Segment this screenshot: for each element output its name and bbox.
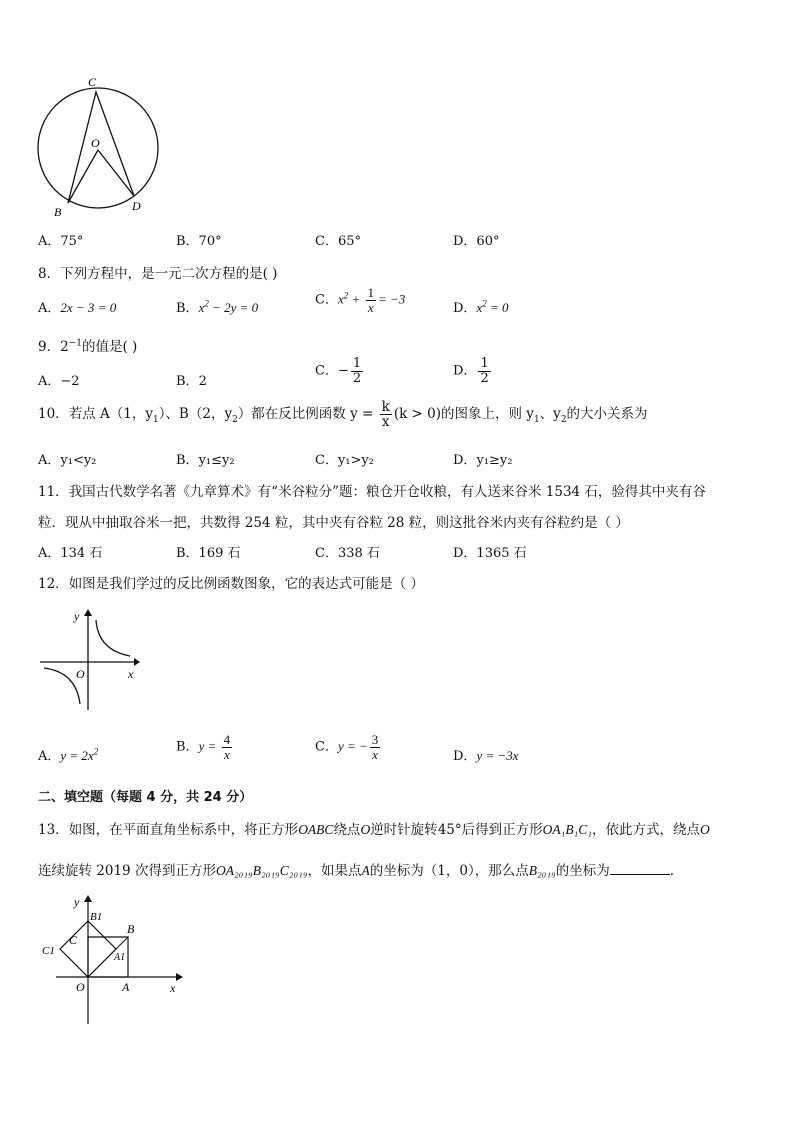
q8-stem [38, 262, 277, 282]
label-c: C [88, 75, 97, 89]
q8-option-a: A．2x − 3 = 0 [38, 300, 117, 316]
label-x: x [128, 667, 134, 681]
label-a1: A1 [114, 952, 126, 963]
label-o: O [76, 667, 85, 681]
q7-option-b: B．70° [176, 234, 222, 249]
q10-option-b: B．y₁≤y₂ [176, 453, 235, 468]
curve-quadrant-1 [96, 620, 130, 656]
q8-option-c: C．$x^2$ + $\frac{1}{x}$ = −3 [315, 285, 406, 315]
q12-c-fraction: $\frac{3}{x}$ [371, 732, 379, 762]
q9-option-c: C．− $\frac{1}{2}$ [315, 356, 362, 386]
label-c: C [69, 933, 78, 947]
label-y: y [74, 609, 80, 623]
q8-text: 下列方程中，是一元二次方程的是( ) [60, 266, 278, 282]
answer-blank [610, 863, 670, 875]
label-o: O [91, 136, 100, 150]
q10-fraction: $\frac{k}{x}$ [381, 399, 390, 431]
q7-option-a: A．75° [38, 234, 84, 249]
label-c1: C1 [42, 945, 55, 957]
q9-option-b: B．2 [176, 374, 207, 389]
q13-rotation-figure [36, 892, 196, 1032]
q8-c-fraction: $\frac{1}{x}$ [367, 285, 375, 315]
q11-option-b: B．169 石 [176, 546, 241, 561]
q7-option-c: C．65° [315, 234, 361, 249]
q7-option-d: D．60° [453, 234, 500, 249]
q12-stem: 12．如图是我们学过的反比例函数图象，它的表达式可能是（ ） [38, 576, 424, 592]
y-axis-arrow [84, 609, 92, 616]
q8-option-b: B．$x^2 - 2y = 0$ [176, 298, 259, 316]
section-heading: 二、填空题（每题 4 分，共 24 分） [38, 790, 253, 805]
q10-stem: 10．若点 A（1，$y_1$）、B（2，$y_2$）都在反比例函数 y = $\frac{k}{x}$ (k > 0)的图象上，则 $y_1$、$y_2$的大小关系为 [38, 399, 648, 431]
q11-option-d: D．1365 石 [453, 546, 527, 561]
label-o: O [76, 980, 85, 994]
q9-c-fraction: $\frac{1}{2}$ [352, 356, 362, 386]
q13-line-1: 13．如图，在平面直角坐标系中，将正方形OABC绕点O逆时针旋转45°后得到正方形OA₁B₁C₁，依此方式，绕点O [38, 822, 710, 838]
q11-option-a: A．134 石 [38, 546, 103, 561]
q8-number: 8． [38, 266, 61, 282]
q12-hyperbola-figure [36, 606, 146, 716]
label-b: B [127, 922, 135, 936]
x-axis-arrow [176, 973, 183, 981]
q9-stem: 9．$2^{-1}$的值是( ) [38, 338, 138, 355]
label-d: D [132, 199, 141, 213]
q7-circle-figure [30, 70, 170, 220]
q11-line-2: 粒．现从中抽取谷米一把，共数得 254 粒，其中夹有谷粒 28 粒，则这批谷米内夹有谷粒约是（ ） [38, 515, 629, 531]
curve-quadrant-3 [44, 668, 80, 704]
center-lines [68, 150, 134, 203]
q9-option-d: D． $\frac{1}{2}$ [453, 356, 489, 386]
q12-option-c: C．y = − $\frac{3}{x}$ [315, 732, 379, 762]
q12-option-d: D．y = −3x [453, 748, 519, 764]
q8-option-d: D．$x^2 = 0$ [453, 298, 509, 316]
q9-d-fraction: $\frac{1}{2}$ [480, 356, 489, 386]
q9-option-a: A．−2 [38, 374, 80, 389]
y-axis-arrow [84, 895, 92, 902]
q10-option-a: A．y₁<y₂ [38, 453, 97, 468]
q12-option-b: B．y = $\frac{4}{x}$ [176, 732, 231, 762]
x-axis-arrow [134, 658, 140, 666]
q10-option-c: C．y₁>y₂ [315, 453, 374, 468]
q12-b-fraction: $\frac{4}{x}$ [223, 732, 231, 762]
q10-option-d: D．y₁≥y₂ [453, 453, 513, 468]
q11-line-1: 11．我国古代数学名著《九章算术》有“米谷粒分”题：粮仓开仓收粮，有人送来谷米 1534 石，验得其中夹有谷 [38, 484, 706, 500]
label-b: B [54, 205, 62, 219]
q12-option-a: A．$y = 2x^2$ [38, 746, 99, 764]
label-x: x [170, 981, 176, 995]
label-y: y [74, 895, 80, 909]
label-b1: B1 [90, 911, 103, 923]
q11-option-c: C．338 石 [315, 546, 380, 561]
q13-line-2: 连续旋转 2019 次得到正方形OA₂₀₁₉B₂₀₁₉C₂₀₁₉，如果点A的坐标为（1，0），那么点B₂₀₁₉的坐标为 . [38, 863, 675, 879]
label-a: A [122, 980, 130, 994]
